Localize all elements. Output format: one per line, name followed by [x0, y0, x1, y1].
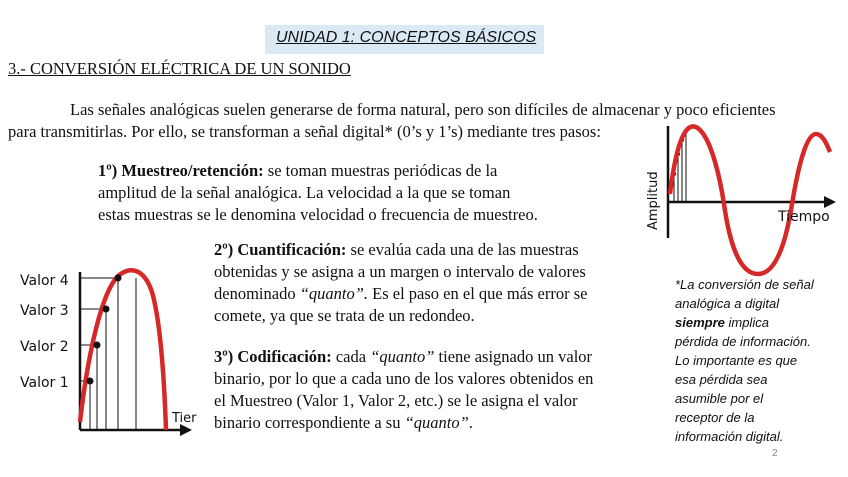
- step2-line-2: obtenidas y se asigna a un margen o intervalo de valores: [214, 262, 586, 281]
- step2-text-3c: Es el paso en el que más error se: [368, 284, 588, 303]
- sampling-x-arrow: [824, 196, 836, 208]
- sampling-diagram: [640, 118, 845, 278]
- side-note: [675, 275, 840, 446]
- step2-label: 2º) Cuantificación:: [214, 240, 347, 259]
- quant-points: [87, 275, 122, 385]
- step3-quanto-2: “quanto”: [404, 413, 469, 432]
- step2-text-1: se evalúa cada una de las muestras: [346, 240, 579, 259]
- section-heading: 3.- CONVERSIÓN ELÉCTRICA DE UN SONIDO: [8, 59, 351, 78]
- step3-text-1a: cada: [331, 347, 371, 366]
- level-label-1: Valor 1: [20, 375, 69, 391]
- step2-line-4: comete, ya que se trata de un redondeo.: [214, 306, 475, 325]
- note-line-3b: implica: [724, 315, 769, 330]
- step2-line-1: [214, 239, 579, 261]
- level-label-3: Valor 3: [20, 303, 69, 319]
- slide-title: UNIDAD 1: CONCEPTOS BÁSICOS: [276, 29, 537, 46]
- step1-line-3: estas muestras se le denomina velocidad o frecuencia de muestreo.: [98, 205, 538, 224]
- step1-line-1: [98, 160, 497, 182]
- note-line-2: analógica a digital: [675, 296, 780, 311]
- intro-line-1: Las señales analógicas suelen generarse de forma natural, pero son difíciles de almacenar y poco eficientes: [70, 100, 776, 119]
- step3-text-4a: binario correspondiente a su: [214, 413, 405, 432]
- quant-signal-curve: [80, 270, 166, 430]
- time-label: Tiempo: [778, 209, 830, 225]
- note-line-8: receptor de la: [675, 410, 755, 425]
- level-label-2: Valor 2: [20, 339, 69, 355]
- step1-text-1: se toman muestras periódicas de la: [263, 161, 498, 180]
- step2-quanto: “quanto”.: [299, 284, 369, 303]
- analog-signal-wave: [670, 126, 830, 274]
- step3-line-2: binario, por lo que a cada uno de los valores obtenidos en: [214, 369, 594, 388]
- note-line-6: esa pérdida sea: [675, 372, 768, 387]
- step3-line-4: [214, 412, 473, 434]
- note-line-4: pérdida de información.: [675, 334, 811, 349]
- quant-level-lines: [80, 278, 118, 381]
- step2-line-3: [214, 283, 587, 305]
- note-line-3: [675, 313, 840, 332]
- step2-text-3a: denominado: [214, 284, 300, 303]
- page-number: 2: [772, 448, 778, 459]
- quant-sample-lines: [90, 278, 136, 430]
- note-line-1: *La conversión de señal: [675, 277, 814, 292]
- step3-text-4c: .: [468, 413, 473, 432]
- step3-line-3: el Muestreo (Valor 1, Valor 2, etc.) se le asigna el valor: [214, 391, 578, 410]
- step3-text-1c: tiene asignado un valor: [434, 347, 593, 366]
- quant-time-label: Tier: [172, 411, 197, 426]
- step3-quanto: “quanto”: [370, 347, 435, 366]
- note-emphasis: siempre: [675, 315, 725, 330]
- note-line-9: información digital.: [675, 429, 784, 444]
- step1-line-2: amplitud de la señal analógica. La velocidad a la que se toman: [98, 183, 511, 202]
- step1-label: 1º) Muestreo/retención:: [98, 161, 264, 180]
- intro-line-2: para transmitirlas. Por ello, se transforman a señal digital* (0’s y 1’s) mediante tres pasos:: [8, 122, 601, 141]
- step3-label: 3º) Codificación:: [214, 347, 332, 366]
- note-line-7: asumible por el: [675, 391, 764, 406]
- note-line-5: Lo importante es que: [675, 353, 798, 368]
- quantization-diagram: [14, 262, 200, 442]
- level-label-4: Valor 4: [20, 273, 69, 289]
- amplitude-label: Amplitud: [646, 171, 661, 230]
- step3-line-1: [214, 346, 592, 368]
